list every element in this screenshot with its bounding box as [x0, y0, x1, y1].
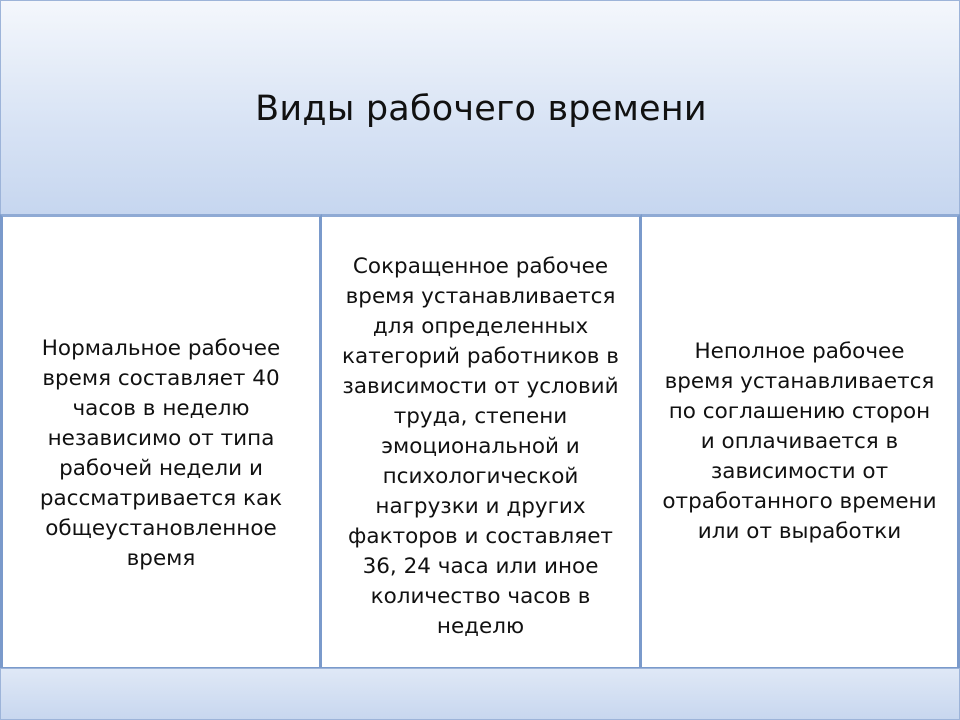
content-columns [0, 214, 960, 670]
column-reduced-working-time [322, 214, 642, 670]
slide-title: Виды рабочего времени [255, 89, 707, 129]
column-text: Нормальное рабочее время составляет 40 часов в неделю независимо от типа рабочей недели и рассматривается как общеустановленное время [39, 336, 283, 571]
column-part-time-working-time [642, 214, 960, 670]
column-text: Сокращенное рабочее время устанавливается для определенных категорий работников в зависимости от условий труда, степени эмоциональной и психологической нагрузки и других факторов и составляет 36, 24 часа или иное количество часов в неделю [342, 254, 619, 639]
footer-panel [0, 668, 960, 720]
title-panel [0, 0, 960, 216]
column-normal-working-time [0, 214, 322, 670]
column-text: Неполное рабочее время устанавливается по соглашению сторон и оплачивается в зависимости от отработанного времени или от выработки [662, 339, 937, 544]
